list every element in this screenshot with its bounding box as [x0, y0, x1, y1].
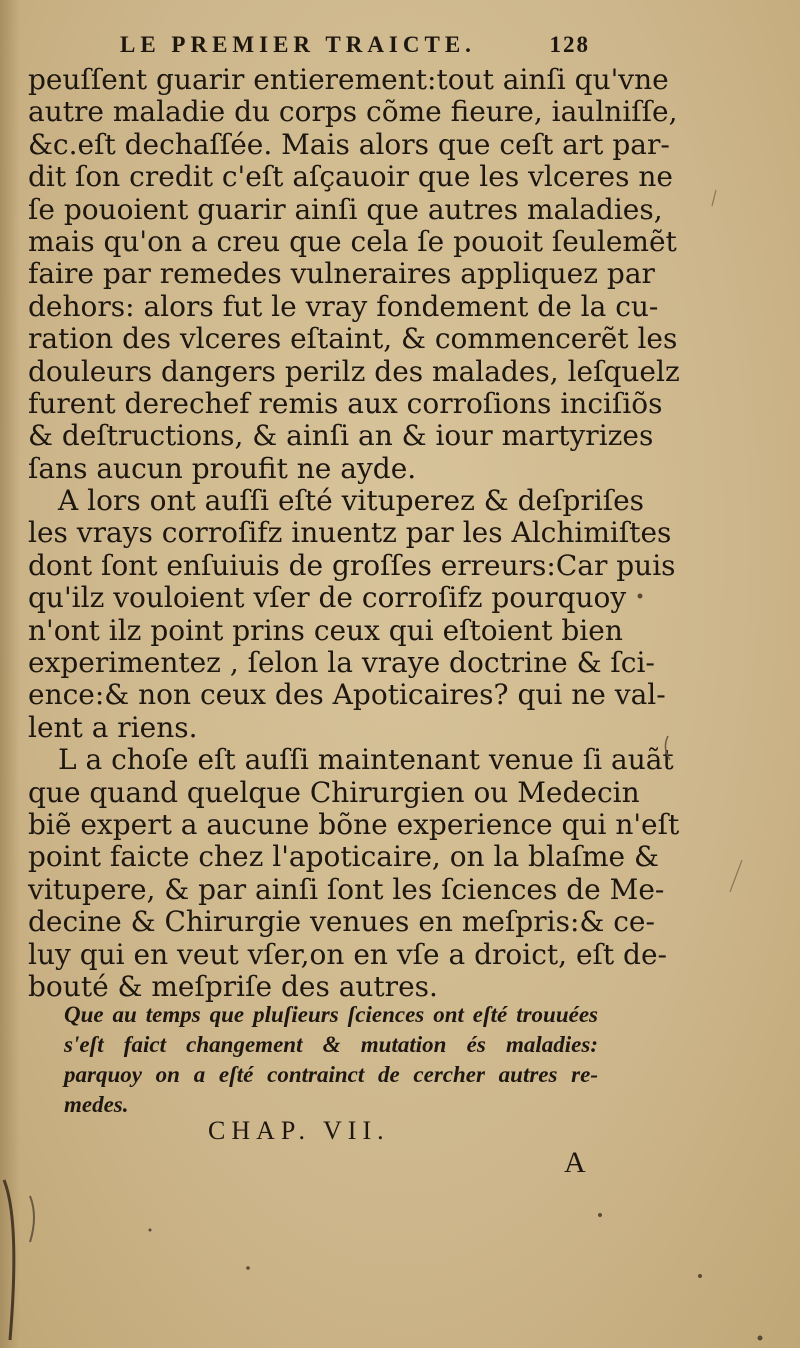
text-line: &c.eſt dechaſſée. Mais alors que ceſt art par- [28, 127, 670, 161]
ink-speck [598, 1213, 602, 1217]
text-line: luy qui en veut vſer,on en vſe a droict, eſt de- [28, 937, 667, 971]
text-line: autre maladie du corps cõme fieure, iaulniſſe, [28, 95, 678, 129]
paper-mark [730, 860, 742, 892]
ink-speck [149, 1229, 152, 1232]
running-head-title: LE PREMIER TRAICTE. [120, 32, 476, 57]
summary-line: parquoy on a eſté contrainct de cercher autres re- [64, 1062, 598, 1087]
text-line: qu'ilz vouloient vſer de corroſifz pourquoy [28, 581, 627, 615]
text-line: A lors ont auſſi eſté vituperez & deſpriſes [58, 484, 645, 518]
text-line: biẽ expert a aucune bõne experience qui n'eſt [28, 807, 680, 841]
text-line: peuſſent guarir entierement:tout ainſi qu'vne [28, 63, 669, 96]
text-line: L a choſe eſt auſſi maintenant venue ſi auãt [58, 743, 674, 777]
paper-mark [712, 190, 716, 206]
text-line: dehors: alors fut le vray fondement de la cu- [28, 289, 659, 323]
text-line: ſans aucun proufit ne ayde. [28, 451, 417, 485]
paper-mark [30, 1196, 34, 1242]
text-line: faire par remedes vulneraires appliquez par [28, 257, 655, 291]
page-number: 128 [549, 32, 590, 57]
text-line: n'ont ilz point prins ceux qui eſtoient bien [28, 613, 623, 647]
text-line: que quand quelque Chirurgien ou Medecin [28, 775, 640, 809]
chapter-label: CHAP. VII. [208, 1116, 390, 1145]
summary-line: medes. [64, 1092, 129, 1117]
summary-line: Que au temps que pluſieurs ſciences ont eſté trouuées [64, 1002, 598, 1027]
paper-mark [665, 736, 670, 760]
ink-speck [758, 1336, 763, 1341]
ink-speck [638, 594, 643, 599]
text-line: decine & Chirurgie venues en meſpris:& ce- [28, 905, 655, 939]
text-line: vitupere, & par ainſi ſont les ſciences de Me- [28, 872, 665, 906]
ink-speck [698, 1274, 702, 1278]
text-line: les vrays corroſifz inuentz par les Alchimiſtes [28, 516, 672, 550]
text-line: ſe pouoient guarir ainſi que autres maladies, [28, 192, 663, 226]
ink-speck [246, 1266, 250, 1270]
text-line: & deſtructions, & ainſi an & iour martyrizes [28, 419, 654, 453]
text-line: point faicte chez l'apoticaire, on la blaſme & [28, 840, 659, 874]
text-line: dit ſon credit c'eſt aſçauoir que les vlceres ne [28, 160, 673, 194]
text-line: mais qu'on a creu que cela ſe pouoit ſeulemẽt [28, 224, 677, 258]
catchword: A [564, 1146, 586, 1179]
text-line: ence:& non ceux des Apoticaires? qui ne val- [28, 678, 666, 712]
text-line: lent a riens. [28, 710, 198, 744]
text-line: dont ſont enſuiuis de groſſes erreurs:Car puis [28, 548, 676, 582]
text-line: bouté & meſpriſe des autres. [28, 969, 438, 1003]
page-edge [4, 1180, 14, 1340]
text-line: ration des vlceres eſtaint, & commencerẽt les [28, 322, 678, 356]
summary-line: s'eſt faict changement & mutation és maladies: [64, 1032, 598, 1057]
text-line: furent derechef remis aux corroſions inciſiõs [28, 386, 663, 420]
text-line: douleurs dangers perilz des malades, leſquelz [28, 354, 680, 388]
text-line: experimentez , ſelon la vraye doctrine & ſci- [28, 646, 655, 680]
